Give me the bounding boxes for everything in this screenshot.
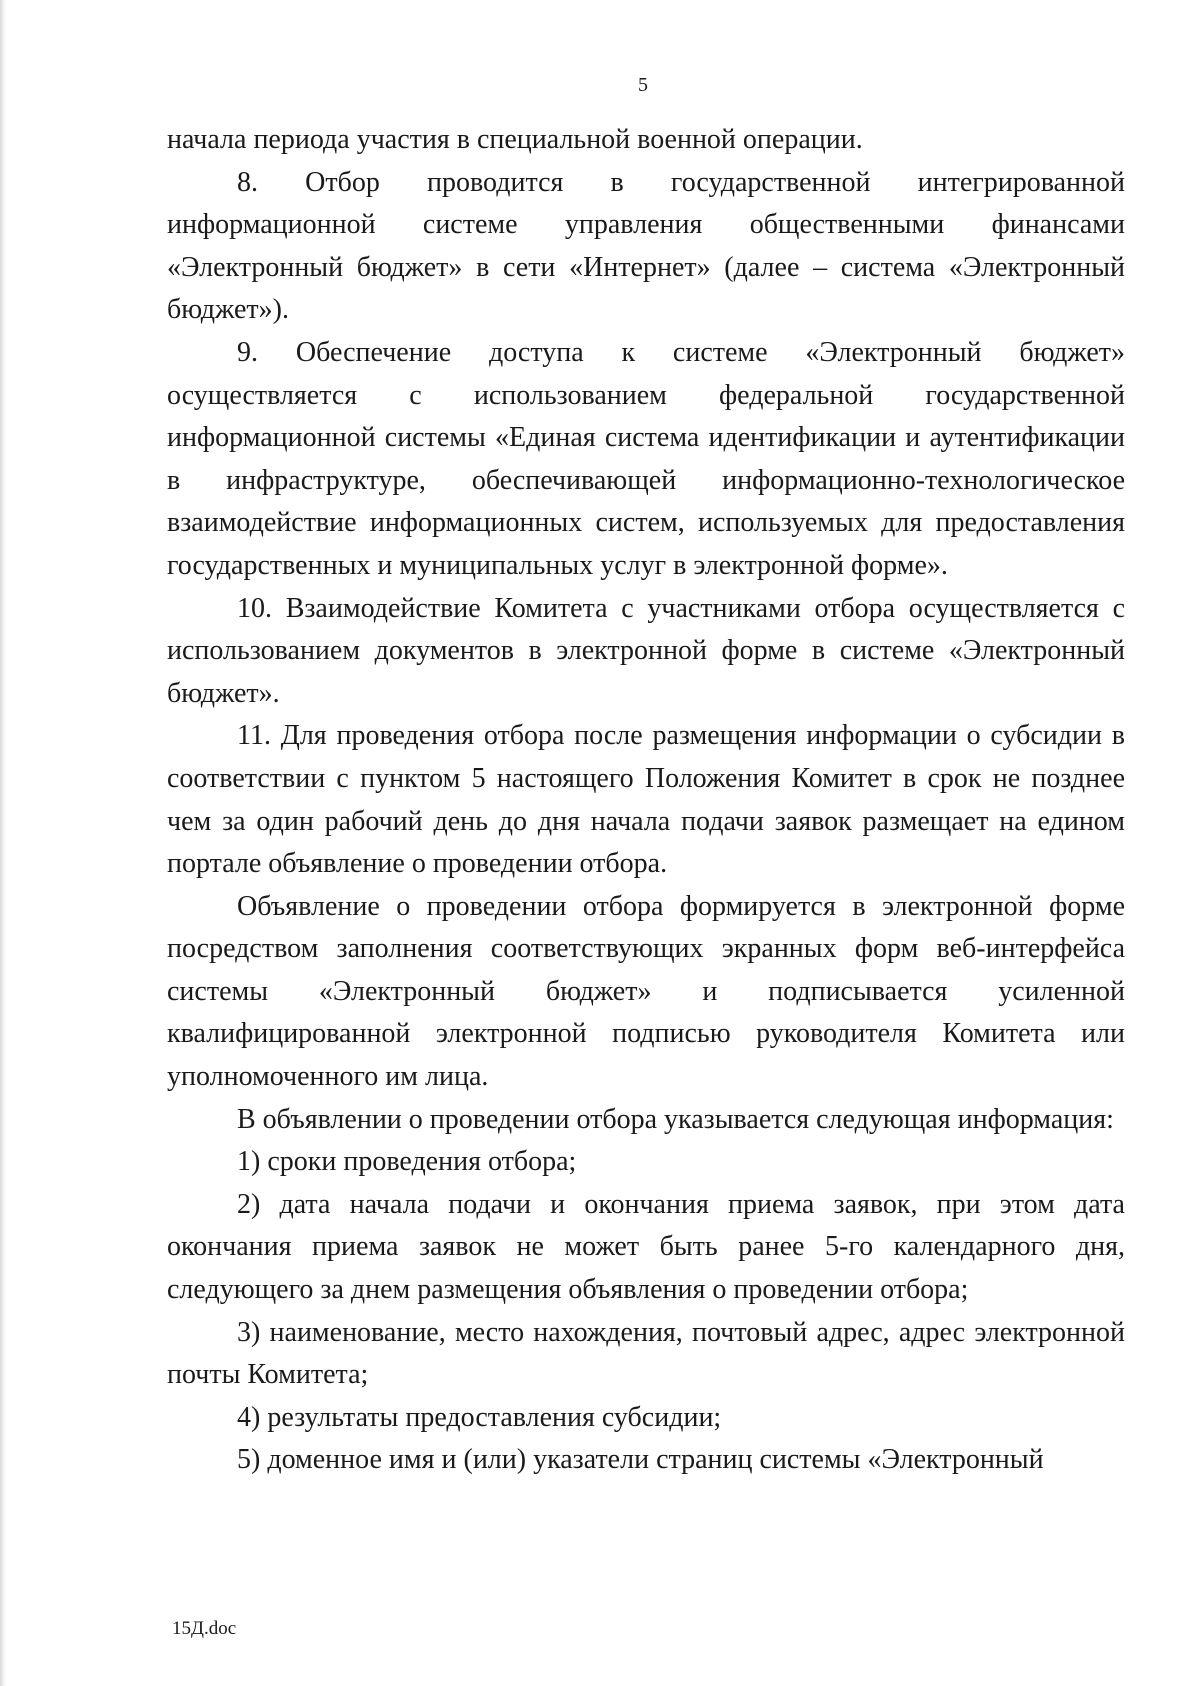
footer-filename: 15Д.doc	[172, 1618, 237, 1639]
paragraph-item-11: 11. Для проведения отбора после размещения информации о субсидии в соответствии с пунктом 5 настоящего Положения Комитет в срок не позднее чем за один рабочий день до дня начала подачи заявок размещает на едином портале объявление о проведении отбора.	[167, 720, 1125, 880]
page-number: 5	[638, 74, 648, 96]
list-item-1: 1) сроки проведения отбора;	[237, 1146, 577, 1178]
paragraph-announcement: Объявление о проведении отбора формируется в электронной форме посредством заполнения соответствующих экранных форм веб-интерфейса системы «Электронный бюджет» и подписывается усиленной квалифицированной электронной подписью руководителя Комитета или уполномоченного им лица.	[167, 890, 1125, 1093]
paragraph-continuation: начала периода участия в специальной военной операции.	[167, 124, 863, 155]
list-item-2: 2) дата начала подачи и окончания приема заявок, при этом дата окончания приема заявок не может быть ранее 5-го календарного дня, следующего за днем размещения объявления о проведении отбора;	[167, 1188, 1125, 1306]
paragraph-item-9: 9. Обеспечение доступа к системе «Электронный бюджет» осуществляется с использованием федеральной государственной информационной системы «Единая система идентификации и аутентификации в инфраструктуре, обеспечивающей информационно-технологическое взаимодействие информационных систем, используемых для предоставления государственных и муниципальных услуг в электронной форме».	[167, 336, 1125, 581]
paragraph-info-intro: В объявлении о проведении отбора указывается следующая информация:	[237, 1103, 1114, 1135]
list-item-4: 4) результаты предоставления субсидии;	[237, 1401, 722, 1433]
list-item-3: 3) наименование, место нахождения, почтовый адрес, адрес электронной почты Комитета;	[167, 1316, 1125, 1391]
paragraph-item-10: 10. Взаимодействие Комитета с участниками отбора осуществляется с использованием документов в электронной форме в системе «Электронный бюджет».	[167, 592, 1125, 709]
scan-edge	[0, 0, 6, 1686]
document-body	[167, 119, 1125, 1482]
paragraph-item-8: 8. Отбор проводится в государственной интегрированной информационной системе управления общественными финансами «Электронный бюджет» в сети «Интернет» (далее – система «Электронный бюджет»).	[167, 166, 1125, 326]
list-item-5: 5) доменное имя и (или) указатели страниц системы «Электронный	[237, 1444, 1044, 1476]
